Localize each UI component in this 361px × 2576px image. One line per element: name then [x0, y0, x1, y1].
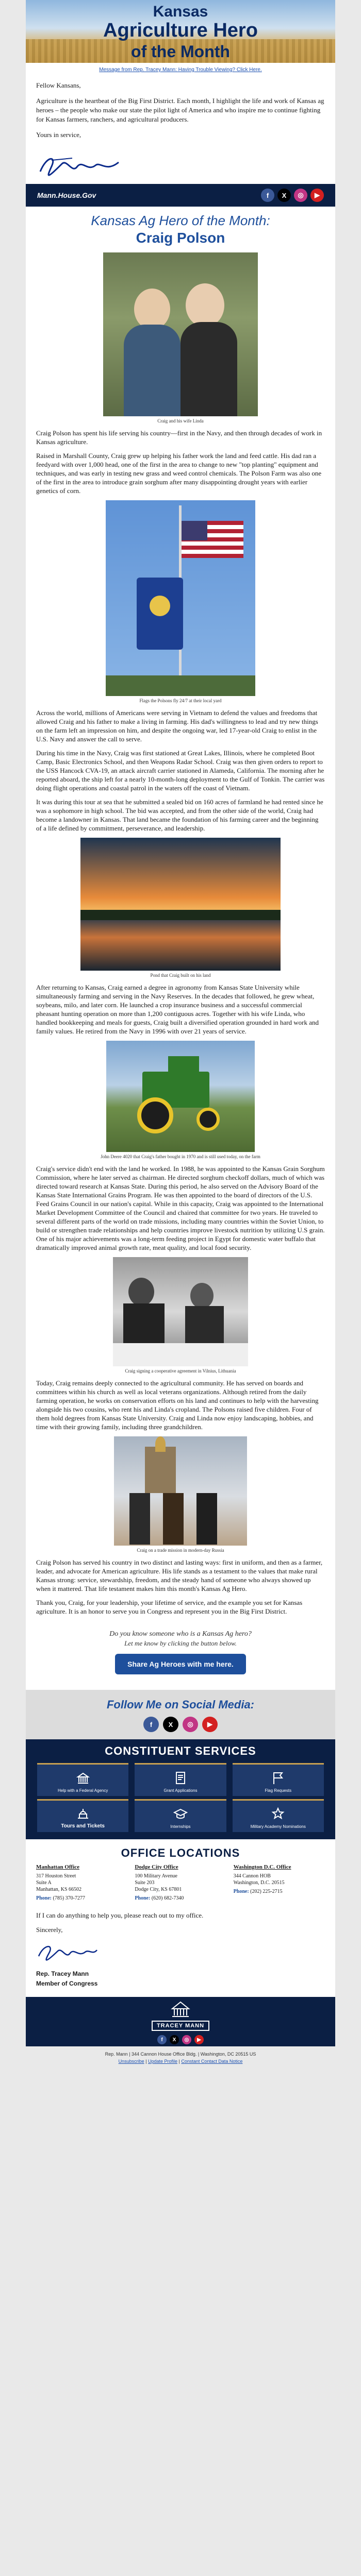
x-icon[interactable]: X — [277, 189, 291, 202]
photo-craig-and-linda — [103, 252, 258, 416]
phone-number[interactable]: (620) 682-7340 — [151, 1895, 184, 1901]
banner-line-1: Kansas — [153, 3, 208, 20]
service-internships[interactable] — [135, 1799, 226, 1832]
story-paragraph: Today, Craig remains deeply connected to the agricultural community. He has served on boards and committees within his church as well as local veterans organizations. Although retired from the daily farming operation, he works on conservation efforts on his land and continues to help with the harvesting alongside his two cousins, who rent his and Linda's cropland. The Polsons raised five children. Four of them hold degrees from Kansas State University. Craig and Linda now enjoy landscaping, hobbies, and time with their growing family, including three grandchildren. — [36, 1379, 319, 1431]
photo-caption: Pond that Craig built on his land — [150, 973, 211, 978]
feature-title — [26, 207, 335, 248]
service-label: Tours and Tickets — [61, 1823, 105, 1829]
office-phone — [135, 1895, 226, 1902]
services-heading: CONSTITUENT SERVICES — [105, 1744, 256, 1757]
footer-logo-band — [26, 1997, 335, 2046]
rep-title: Member of Congress — [36, 1980, 98, 1987]
youtube-icon[interactable]: ▶ — [310, 189, 324, 202]
sign-off: Yours in service, — [36, 131, 81, 139]
photo-caption: Flags the Polsons fly 24/7 at their local yard — [139, 698, 222, 703]
phone-label: Phone: — [233, 1889, 249, 1894]
office-name: Manhattan Office — [36, 1864, 80, 1870]
story-part-6 — [26, 1558, 335, 1616]
service-federal-agency[interactable] — [37, 1763, 128, 1796]
footer-address: Rep. Mann | 344 Cannon House Office Bldg. | Washington, DC 20515 US — [105, 2052, 256, 2057]
social-links — [261, 189, 324, 202]
photo-caption: Craig on a trade mission in modern-day Russia — [137, 1548, 224, 1553]
signature — [26, 149, 335, 184]
office-address-line: 317 Houston Street — [36, 1873, 76, 1879]
constituent-services — [26, 1739, 335, 1839]
office-locations — [26, 1839, 335, 1907]
follow-heading: Follow Me on Social Media: — [106, 1698, 255, 1711]
x-icon[interactable]: X — [163, 1717, 178, 1732]
banner-line-3: of the Month — [131, 42, 230, 61]
story-paragraph: After returning to Kansas, Craig earned a degree in agronomy from Kansas State University while simultaneously farming and serving in the Navy Reserves. In the decades that followed, he grew wheat, soybeans, milo, and later corn. He launched a crop insurance business and a successful commercial pheasant hunting operation on more than 1,200 contiguous acres. Together with his wife Linda, who handled bookkeeping and meals for guests, Craig built a diversified operation grounded in hard work and family values. He retired from the Navy in 1996 with over 21 years of service. — [36, 984, 319, 1035]
office-address-line: 344 Cannon HOB — [233, 1873, 271, 1879]
x-icon[interactable]: X — [170, 2035, 179, 2044]
instagram-icon[interactable]: ◎ — [294, 189, 307, 202]
photo-caption: Craig signing a cooperative agreement in Vilnius, Lithuania — [125, 1368, 236, 1374]
feature-name: Craig Polson — [136, 230, 225, 246]
update-profile-link[interactable]: Update Profile — [147, 2059, 177, 2064]
sign-off: Sincerely, — [36, 1926, 63, 1934]
story-part-4 — [26, 1164, 335, 1252]
callout-question: Do you know someone who is a Kansas Ag hero? — [109, 1630, 252, 1638]
office-manhattan — [36, 1864, 127, 1902]
flag-icon — [271, 1771, 285, 1785]
story-paragraph: Craig Polson has served his country in two distinct and lasting ways: first in uniform, and then as a farmer, leader, and advocate for American agriculture. His life stands as a testament to the values that make rural Kansas strong: service, stewardship, freedom, and the steady hand of someone who always showed up when it mattered. That life testament makes him this month's Kansas Ag Hero. — [36, 1558, 323, 1592]
instagram-icon[interactable]: ◎ — [183, 1717, 198, 1732]
website-link[interactable]: Mann.House.Gov — [37, 191, 96, 199]
capitol-seal-icon — [170, 1999, 191, 2019]
office-address-line: Suite A — [36, 1880, 52, 1886]
photo-tractor — [106, 1041, 255, 1152]
offices-heading: OFFICE LOCATIONS — [121, 1846, 240, 1859]
phone-label: Phone: — [36, 1895, 52, 1901]
photo-caption: Craig and his wife Linda — [157, 418, 204, 423]
capitol-icon — [76, 1771, 90, 1785]
facebook-icon[interactable]: f — [143, 1717, 159, 1732]
phone-number[interactable]: (785) 370-7277 — [53, 1895, 85, 1901]
star-medal-icon — [271, 1807, 285, 1821]
document-icon — [173, 1771, 188, 1785]
office-address-line: Washington, D.C. 20515 — [233, 1880, 285, 1886]
graduation-cap-icon — [173, 1807, 188, 1821]
youtube-icon[interactable]: ▶ — [194, 2035, 204, 2044]
service-label: Internships — [170, 1824, 191, 1829]
service-label: Grant Applications — [163, 1788, 198, 1793]
preheader — [26, 63, 335, 76]
service-grant-applications[interactable] — [135, 1763, 226, 1796]
signature-graphic — [36, 1940, 98, 1965]
youtube-icon[interactable]: ▶ — [202, 1717, 218, 1732]
feature-kicker: Kansas Ag Hero of the Month: — [91, 213, 270, 228]
closing-paragraph: If I can do anything to help you, please reach out to my office. — [36, 1911, 204, 1919]
service-flag-requests[interactable] — [233, 1763, 324, 1796]
story-paragraph: Thank you, Craig, for your leadership, your lifetime of service, and the example you set for Kansas agriculture. It is an honor to serve you in Congress and represent you in the Big First District. — [36, 1599, 303, 1615]
nav-bar — [26, 184, 335, 207]
office-phone — [234, 1888, 325, 1895]
story-paragraph: Raised in Marshall County, Craig grew up helping his father work the land and feed cattle. His dad ran a feedyard with over 1,000 head, one of the first in the area to change to new "top planting" equipment and techniques, and was early in testing new grass and weed control chemicals. The Polson Farm was also one of the first in the area to introduce grain sorghum after many disappointing drought years with earlier genetics of corn. — [36, 452, 322, 495]
callout-instruction: Let me know by clicking the button below. — [124, 1639, 237, 1647]
social-links — [26, 1717, 335, 1732]
capitol-dome-icon — [76, 1806, 90, 1820]
phone-label: Phone: — [135, 1895, 151, 1901]
footer-links — [0, 2059, 361, 2070]
office-phone — [36, 1895, 127, 1902]
view-online-link[interactable]: Message from Rep. Tracey Mann: Having Trouble Viewing? Click Here. — [99, 67, 262, 73]
newsletter — [26, 0, 335, 2046]
separator: | — [145, 2059, 148, 2064]
story-part-3 — [26, 983, 335, 1036]
story-paragraph: During his time in the Navy, Craig was first stationed at Great Lakes, Illinois, where he completed Boot Camp, Basic Electronics School, and then Weapons Radar School. Craig was then given orders to report to the USS Hancock CVA-19, an attack aircraft carrier stationed in Alameda, California. The morning after he reported aboard, the ship left for a nearly 10-month-long deployment to the Gulf of Tonkin. The carrier was doing flight operations and coastal patrol in the waters off the coast of Vietnam. — [36, 749, 325, 792]
office-name: Dodge City Office — [135, 1864, 178, 1870]
office-address-line: Dodge City, KS 67801 — [135, 1887, 182, 1892]
service-label: Flag Requests — [265, 1788, 292, 1793]
office-name: Washington D.C. Office — [233, 1864, 291, 1870]
tracey-mann-logo: TRACEY MANN — [152, 2021, 209, 2031]
instagram-icon[interactable]: ◎ — [182, 2035, 191, 2044]
photo-trade-mission — [114, 1436, 247, 1546]
closing — [26, 1907, 335, 1990]
data-notice-link[interactable]: Constant Contact Data Notice — [181, 2059, 243, 2064]
service-label: Help with a Federal Agency — [57, 1788, 108, 1793]
story-paragraph: It was during this tour at sea that he submitted a sealed bid on 160 acres of farmland he had rented since he was a sophomore in high school. The bid was accepted, and from the other side of the world, Craig had become a landowner in Kansas. That land became the foundation of his farming career and the beginning of a life defined by commitment, perseverance, and leadership. — [36, 798, 323, 832]
header-banner — [26, 0, 335, 63]
office-address-line: Manhattan, KS 66502 — [36, 1887, 82, 1892]
rep-name: Rep. Tracey Mann — [36, 1970, 89, 1977]
service-label: Military Academy Nominations — [250, 1824, 306, 1829]
nomination-callout — [26, 1621, 335, 1681]
banner-line-2: Agriculture Hero — [103, 20, 258, 41]
offices-grid — [36, 1864, 325, 1902]
signature-graphic — [36, 151, 124, 182]
story-part-1 — [26, 429, 335, 495]
photo-signing — [113, 1257, 248, 1366]
office-dodge-city — [135, 1864, 226, 1902]
story-paragraph: Across the world, millions of Americans were serving in Vietnam to defend the values and freedoms that allowed Craig and his father to make a living in farming. His dad's willingness to lead and try new things on the farm left an impression on him, and despite the ongoing war, led 17-year-old Craig to enlist in the U.S. Navy and answer the call to serve. — [36, 709, 318, 743]
unsubscribe-link[interactable]: Unsubscribe — [118, 2059, 144, 2064]
facebook-icon[interactable]: f — [157, 2035, 167, 2044]
phone-number[interactable]: (202) 225-2715 — [250, 1889, 283, 1894]
service-academy-nominations[interactable] — [233, 1799, 324, 1832]
photo-caption: John Deere 4020 that Craig's father bought in 1970 and is still used today, on the farm — [101, 1154, 260, 1159]
story-paragraph: Craig's service didn't end with the land he worked. In 1988, he was appointed to the Kansas Grain Sorghum Commission, where he later served as chairman. He directed sorghum checkoff dollars, much of which was directed toward research at Kansas State. During this period, he also served on the Advisory Board of the Kansas State International Grains Program. He was then appointed to the board of directors of the U.S. Feed Grains Council in our nation's capital. While in this capacity, Craig was appointed to the International Market Development Committee of the Council and chaired that committee for two years. He traveled to several different parts of the world on trade missions, including many countries within the Soviet Union, to build or strengthen trade relationships and help countries improve livestock nutrition by utilizing U.S grain. One of his major achievements was a long-term feeding project in Egypt for domestic water buffalo that dramatically improved animal growth rate, meat quality, and local food security. — [36, 1165, 325, 1251]
story-paragraph: Craig Polson has spent his life serving his country—first in the Navy, and then through decades of work in Kansas agriculture. — [36, 429, 322, 446]
separator: | — [178, 2059, 182, 2064]
story-part-5 — [26, 1379, 335, 1431]
intro-paragraph: Agriculture is the heartbeat of the Big First District. Each month, I highlight the life and work of Kansas ag heroes – the people who make our state the pilot light of America and who inspire me to continue fighting for Kansas farmers, ranchers, and agricultural producers. — [36, 97, 324, 123]
social-links — [157, 2035, 204, 2044]
office-washington — [234, 1864, 325, 1902]
story-part-2 — [26, 708, 335, 833]
intro — [26, 76, 335, 149]
greeting: Fellow Kansans, — [36, 81, 81, 89]
facebook-icon[interactable]: f — [261, 189, 274, 202]
follow-section — [26, 1690, 335, 1739]
service-tours-tickets[interactable] — [37, 1799, 128, 1832]
share-ag-heroes-button[interactable]: Share Ag Heroes with me here. — [115, 1654, 246, 1674]
services-grid — [26, 1758, 335, 1832]
photo-pond — [80, 838, 281, 971]
photo-flags — [106, 500, 255, 696]
office-address-line: Suite 203 — [135, 1880, 155, 1886]
office-address-line: 100 Military Avenue — [135, 1873, 177, 1879]
